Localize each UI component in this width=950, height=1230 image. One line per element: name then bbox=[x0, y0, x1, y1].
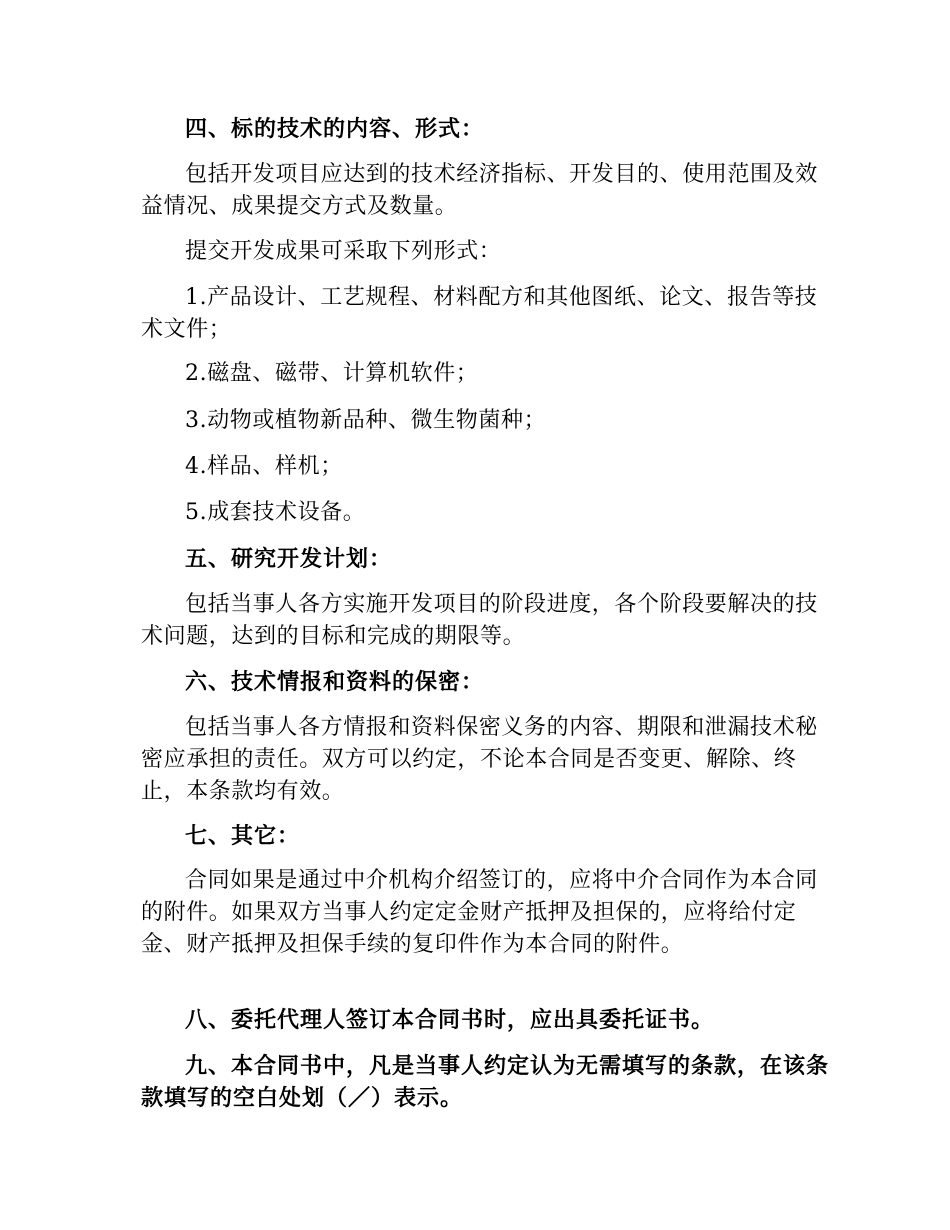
heading-section-8: 八、委托代理人签订本合同书时，应出具委托证书。 bbox=[185, 1007, 715, 1033]
paragraph-section-6: 包括当事人各方情报和资料保密义务的内容、期限和泄漏技术秘密应承担的责任。双方可以约定，不论本合同是否变更、解除、终止，本条款均有效。 bbox=[141, 715, 818, 804]
heading-section-4: 四、标的技术的内容、形式： bbox=[185, 116, 485, 142]
list-item-4: 4.样品、样机； bbox=[185, 454, 343, 479]
list-item-5: 5.成套技术设备。 bbox=[185, 500, 366, 525]
paragraph-section-4-content: 包括开发项目应达到的技术经济指标、开发目的、使用范围及效益情况、成果提交方式及数量。 bbox=[141, 162, 818, 219]
heading-section-9: 九、本合同书中，凡是当事人约定认为无需填写的条款，在该条款填写的空白处划（／）表示。 bbox=[141, 1053, 830, 1111]
list-item-1: 1.产品设计、工艺规程、材料配方和其他图纸、论文、报告等技术文件； bbox=[141, 285, 818, 342]
heading-section-6: 六、技术情报和资料的保密： bbox=[185, 669, 485, 695]
list-item-3: 3.动物或植物新品种、微生物菌种； bbox=[185, 408, 547, 433]
heading-section-7: 七、其它： bbox=[185, 823, 301, 849]
paragraph-section-4-forms-intro: 提交开发成果可采取下列形式： bbox=[185, 239, 502, 264]
paragraph-section-5: 包括当事人各方实施开发项目的阶段进度，各个阶段要解决的技术问题，达到的目标和完成的期限等。 bbox=[141, 592, 818, 649]
paragraph-section-7: 合同如果是通过中介机构介绍签订的，应将中介合同作为本合同的附件。如果双方当事人约定定金财产抵押及担保的，应将给付定金、财产抵押及担保手续的复印件作为本合同的附件。 bbox=[141, 868, 818, 957]
list-item-2: 2.磁盘、磁带、计算机软件； bbox=[185, 361, 479, 386]
heading-section-5: 五、研究开发计划： bbox=[185, 546, 393, 572]
